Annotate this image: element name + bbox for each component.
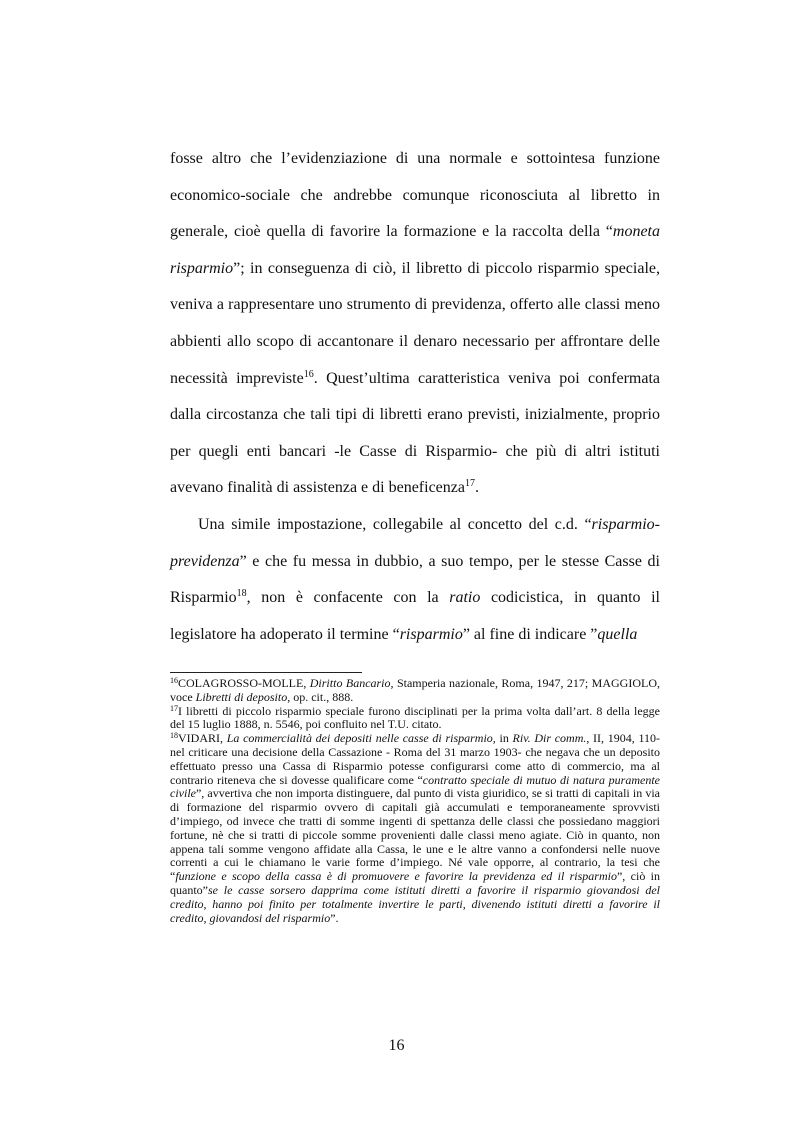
text-run: ”, avvertiva che non importa distinguere, dal punto di vista giuridico, se si tratti di capitali in via di formazione del risparmio ovvero di capitali già accumulati e temporaneamente sprovvisti d’impiego, od invece che tratti di somme ingenti di spettanza delle classi che possiedano maggiori fortune, nè che si tratti di piccole somme provenienti dalle classi meno agiate. Ciò in quanto, non appena tali somme vengono affidate alla Cassa, le une e le altre vanno a confondersi nelle nuove correnti a cui le chiamano le varie forme d’impiego. Né vale opporre, al contrario, la tesi che “ bbox=[170, 786, 660, 884]
italic-run: risparmio-previdenza bbox=[170, 515, 660, 570]
text-run: , non è confacente con la bbox=[246, 589, 450, 607]
footnotes bbox=[170, 677, 660, 925]
italic-run: moneta risparmio bbox=[170, 223, 660, 277]
text-run: ”; in conseguenza di ciò, il libretto di piccolo risparmio speciale, veniva a rappresentare uno strumento di previdenza, offerto alle classi meno abbienti allo scopo di accantonare il denaro necessario per affrontare delle necessità impreviste bbox=[170, 259, 660, 387]
text-run: ” al fine di indicare ” bbox=[462, 625, 598, 643]
text-run: in bbox=[495, 731, 513, 746]
italic-run: Riv. Dir comm. bbox=[512, 731, 587, 746]
footnote-number: 17 bbox=[170, 703, 178, 713]
text-run: , II, 1904, 110- nel criticare una decisione della Cassazione - Roma del 31 marzo 1903- che negava che un deposito effettuato presso una Cassa di Risparmio potesse configurarsi come atto di commercio, ma al contrario riteneva che si dovesse qualificare come “ bbox=[170, 731, 660, 787]
italic-run: La commercialità dei depositi nelle casse di risparmio, bbox=[226, 731, 496, 746]
italic-run: funzione e scopo della cassa è di promuovere e favorire la previdenza ed il risparmio bbox=[175, 869, 617, 884]
text-run: Una simile impostazione, collegabile al concetto del c.d. “ bbox=[198, 515, 592, 533]
footnote-16 bbox=[170, 677, 660, 705]
italic-run: quella bbox=[597, 625, 638, 643]
text-run: op. cit., 888. bbox=[290, 689, 354, 704]
footnote-number: 16 bbox=[170, 676, 178, 685]
text-run: . Quest’ultima caratteristica veniva poi confermata dalla circostanza che tali tipi di libretti erano previsti, inizialmente, proprio per quegli enti bancari -le Casse di Risparmio- che più di altri istituti avevano finalità di assistenza e di beneficenza bbox=[170, 369, 660, 497]
footnote-number: 18 bbox=[170, 731, 178, 741]
italic-run: Libretti di deposito, bbox=[195, 689, 291, 704]
paragraph-2 bbox=[170, 507, 660, 653]
italic-run: se le casse sorsero dapprima come istituti diretti a favorire il risparmio giovandosi del credito, hanno poi finito per totalmente invertire le parti, divenendo istituti diretti a favorire il credito, giovandosi del risparmio bbox=[170, 882, 660, 925]
page-number: 16 bbox=[388, 1037, 405, 1054]
footnote-18 bbox=[170, 732, 660, 925]
italic-run: ratio bbox=[449, 589, 481, 607]
text-run: Stamperia nazionale, Roma, 1947, 217; MAGGIOLO, voce bbox=[170, 676, 660, 704]
text-run: ” e che fu messa in dubbio, a suo tempo, per le stesse Casse di Risparmio bbox=[170, 552, 660, 607]
italic-run: contratto speciale di mutuo di natura puramente civile bbox=[170, 772, 660, 801]
text-run: VIDARI, bbox=[178, 731, 227, 746]
text-run: ”. bbox=[330, 910, 339, 925]
text-run: ”, ciò in quanto” bbox=[170, 869, 660, 897]
text-run: COLAGROSSO-MOLLE, bbox=[178, 676, 310, 690]
text-run: fosse altro che l’evidenziazione di una normale e sottointesa funzione economico-sociale che andrebbe comunque riconosciuta al libretto in generale, cioè quella di favorire la formazione e la raccolta della “ bbox=[170, 150, 660, 241]
main-text bbox=[170, 141, 660, 653]
text-run: . bbox=[474, 479, 479, 497]
footnote-ref-16[interactable]: 16 bbox=[303, 368, 314, 380]
paragraph-1 bbox=[170, 141, 660, 507]
italic-run: Diritto Bancario, bbox=[309, 676, 394, 690]
footnote-ref-18[interactable]: 18 bbox=[236, 588, 247, 600]
footnote-17 bbox=[170, 705, 660, 733]
footnote-ref-17[interactable]: 17 bbox=[464, 478, 475, 490]
text-run: codicistica, in quanto il legislatore ha adoperato il termine “ bbox=[170, 589, 661, 643]
footnote-separator bbox=[170, 672, 362, 673]
italic-run: risparmio bbox=[399, 625, 463, 643]
text-run: I libretti di piccolo risparmio speciale furono disciplinati per la prima volta dall’art. 8 della legge del 15 luglio 1888, n. 5546, poi confluito nel T.U. citato. bbox=[170, 703, 660, 732]
